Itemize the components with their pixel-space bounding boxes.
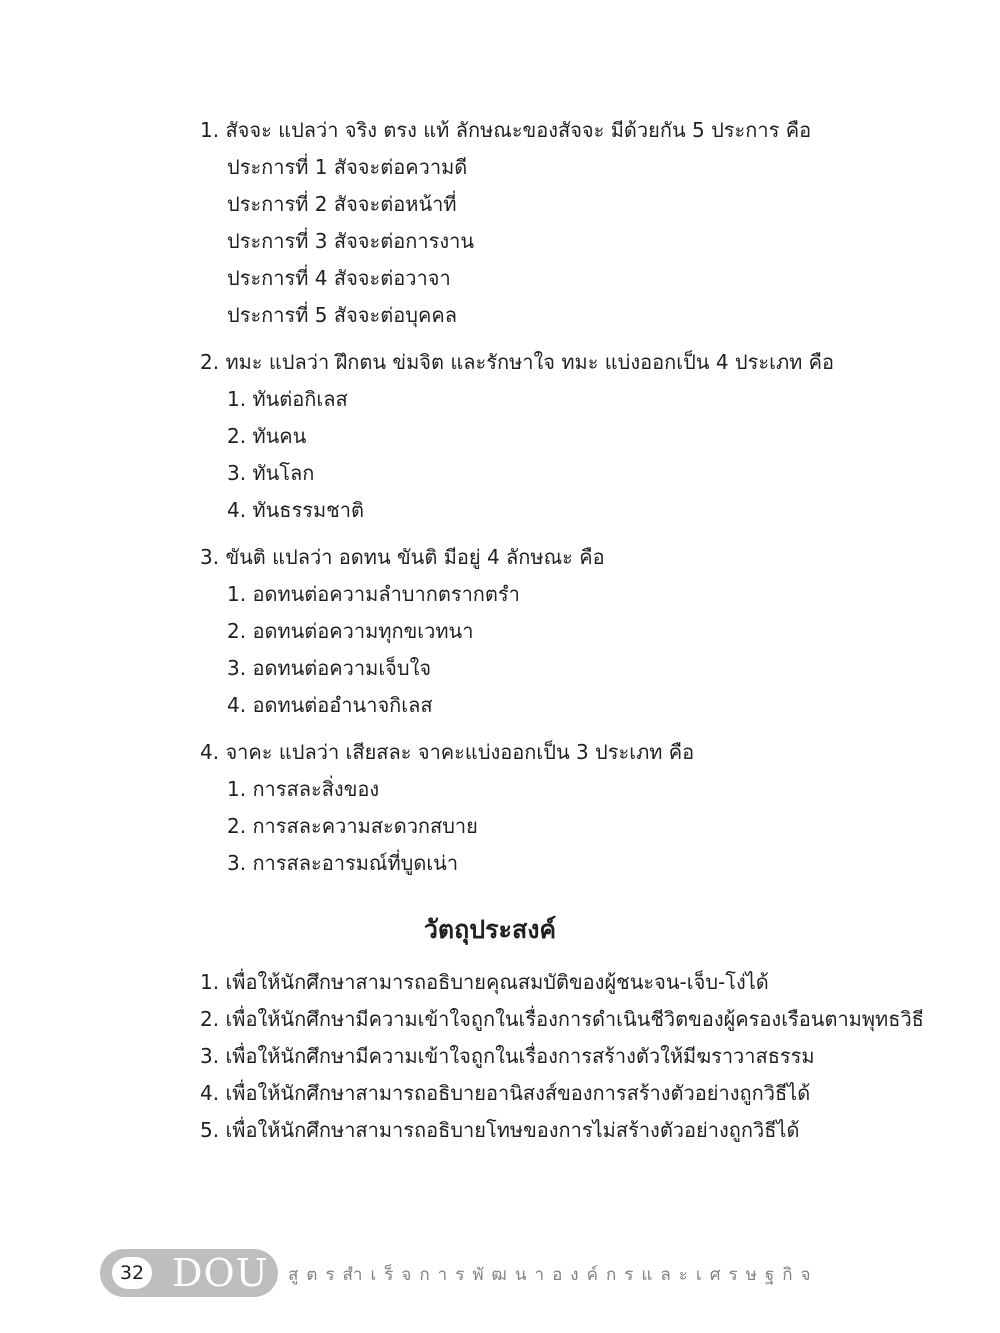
list-item: 2. ทันคน [227, 424, 307, 448]
section-title: 1. สัจจะ แปลว่า จริง ตรง แท้ ลักษณะของสัจจะ มีด้วยกัน 5 ประการ คือ [200, 118, 812, 142]
section-dama [200, 344, 920, 529]
objective-item: 5. เพื่อให้นักศึกษาสามารถอธิบายโทษของการไม่สร้างตัวอย่างถูกวิธีได้ [200, 1118, 800, 1142]
list-item: 2. การสละความสะดวกสบาย [227, 814, 478, 838]
page-body [200, 112, 924, 1149]
page-number: 32 [112, 1257, 152, 1289]
list-item: 3. ทันโลก [227, 461, 315, 485]
footer-badge [100, 1249, 278, 1297]
list-item: 3. การสละอารมณ์ที่บูดเน่า [227, 851, 459, 875]
section-jaga [200, 734, 920, 882]
objectives-heading: วัตถุประสงค์ [423, 915, 557, 944]
list-item: ประการที่ 2 สัจจะต่อหน้าที่ [227, 192, 457, 216]
list-item: ประการที่ 1 สัจจะต่อความดี [227, 155, 468, 179]
page-footer [100, 1249, 980, 1299]
list-item: ประการที่ 5 สัจจะต่อบุคคล [227, 303, 457, 327]
series-title: สูตรสำเร็จการพัฒนาองค์กรและเศรษฐกิจ [288, 1265, 819, 1285]
objective-item: 1. เพื่อให้นักศึกษาสามารถอธิบายคุณสมบัติของผู้ชนะจน-เจ็บ-โง่ได้ [200, 970, 769, 994]
list-item: 4. อดทนต่ออำนาจกิเลส [227, 693, 433, 717]
list-item: 1. การสละสิ่งของ [227, 777, 380, 801]
list-item: 4. ทันธรรมชาติ [227, 498, 364, 522]
list-item: 1. อดทนต่อความลำบากตรากตรำ [227, 582, 520, 606]
section-title: 3. ขันติ แปลว่า อดทน ขันติ มีอยู่ 4 ลักษณะ คือ [200, 545, 605, 569]
list-item: 1. ทันต่อกิเลส [227, 387, 348, 411]
list-item: ประการที่ 4 สัจจะต่อวาจา [227, 266, 451, 290]
objective-item: 3. เพื่อให้นักศึกษามีความเข้าใจถูกในเรื่องการสร้างตัวให้มีฆราวาสธรรม [200, 1044, 815, 1068]
section-title: 2. ทมะ แปลว่า ฝึกตน ข่มจิต และรักษาใจ ทมะ แบ่งออกเป็น 4 ประเภท คือ [200, 350, 835, 374]
list-item: 2. อดทนต่อความทุกขเวทนา [227, 619, 474, 643]
section-khanti [200, 539, 920, 724]
objective-item: 4. เพื่อให้นักศึกษาสามารถอธิบายอานิสงส์ของการสร้างตัวอย่างถูกวิธีได้ [200, 1081, 811, 1105]
objective-item: 2. เพื่อให้นักศึกษามีความเข้าใจถูกในเรื่องการดำเนินชีวิตของผู้ครองเรือนตามพุทธวิธี [200, 1007, 924, 1031]
list-item: ประการที่ 3 สัจจะต่อการงาน [227, 229, 475, 253]
section-sajja [200, 112, 920, 334]
dou-logo: DOU [172, 1251, 269, 1295]
list-item: 3. อดทนต่อความเจ็บใจ [227, 656, 432, 680]
objectives-list [200, 964, 924, 1149]
section-title: 4. จาคะ แปลว่า เสียสละ จาคะแบ่งออกเป็น 3 ประเภท คือ [200, 740, 695, 764]
